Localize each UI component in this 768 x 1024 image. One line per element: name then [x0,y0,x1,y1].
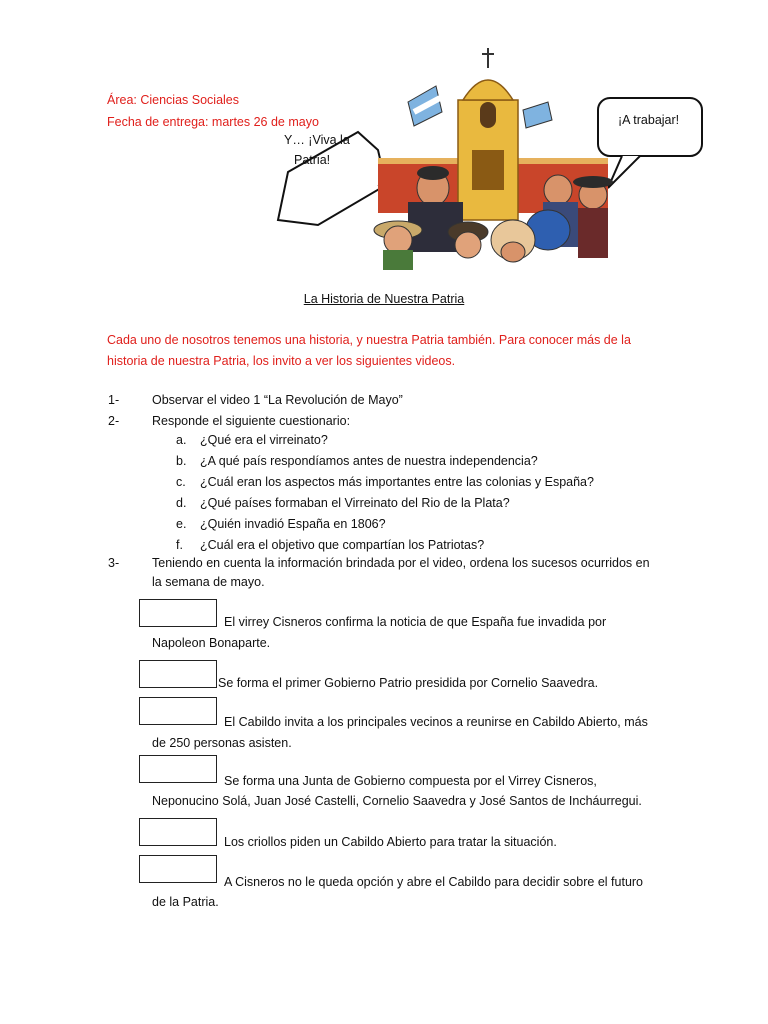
event-6-line2: de la Patria. [152,895,219,909]
step-1: 1- Observar el video 1 “La Revolución de Mayo” [108,393,403,407]
speech-bubble-right [598,98,702,156]
event-5-line1: Los criollos piden un Cabildo Abierto para tratar la situación. [224,835,557,849]
event-1-line1: El virrey Cisneros confirma la noticia de que España fue invadida por [224,615,607,629]
order-box-2[interactable] [139,660,217,688]
intro-paragraph: Cada uno de nosotros tenemos una historia, y nuestra Patria también. Para conocer más de la historia de nuestra Patria, los invito a ver los siguientes videos. [107,333,631,368]
event-4-line1: Se forma una Junta de Gobierno compuesta por el Virrey Cisneros, [224,774,597,788]
step-2: 2- Responde el siguiente cuestionario: [108,414,351,428]
question-b: b. ¿A qué país respondíamos antes de nuestra independencia? [176,454,538,468]
area-label: Área: Ciencias Sociales [107,93,240,107]
event-2-line1: Se forma el primer Gobierno Patrio presidida por Cornelio Saavedra. [218,676,599,690]
order-box-4[interactable] [139,755,217,783]
order-box-5[interactable] [139,818,217,846]
question-c: c. ¿Cuál eran los aspectos más importantes entre las colonias y España? [176,475,594,489]
step-3: 3- Teniendo en cuenta la información brindada por el video, ordena los sucesos ocurridos en [108,556,650,570]
order-box-1[interactable] [139,599,217,627]
question-a: a. ¿Qué era el virreinato? [176,433,328,447]
question-d: d. ¿Qué países formaban el Virreinato del Rio de la Plata? [176,496,510,510]
event-4-line2: Neponucino Solá, Juan José Castelli, Cornelio Saavedra y José Santos de Incháurregui. [152,794,642,808]
question-e: e. ¿Quién invadió España en 1806? [176,517,386,531]
page-title: La Historia de Nuestra Patria [303,292,465,306]
step-3-continuation: la semana de mayo. [152,575,265,589]
event-3-line1: El Cabildo invita a los principales vecinos a reunirse en Cabildo Abierto, más [224,715,648,729]
order-box-3[interactable] [139,697,217,725]
due-date-label: Fecha de entrega: martes 26 de mayo [107,115,319,129]
event-1-line2: Napoleon Bonaparte. [152,636,271,650]
order-box-6[interactable] [139,855,217,883]
bubble-right-text: ¡A trabajar! [618,113,680,127]
question-f: f. ¿Cuál era el objetivo que compartían los Patriotas? [176,538,485,552]
event-6-line1: A Cisneros no le queda opción y abre el Cabildo para decidir sobre el futuro [224,875,644,889]
bubble-left-line2: Patria! [294,153,331,167]
bubble-left-line1: Y… ¡Viva la [284,133,350,147]
event-3-line2: de 250 personas asisten. [152,736,292,750]
